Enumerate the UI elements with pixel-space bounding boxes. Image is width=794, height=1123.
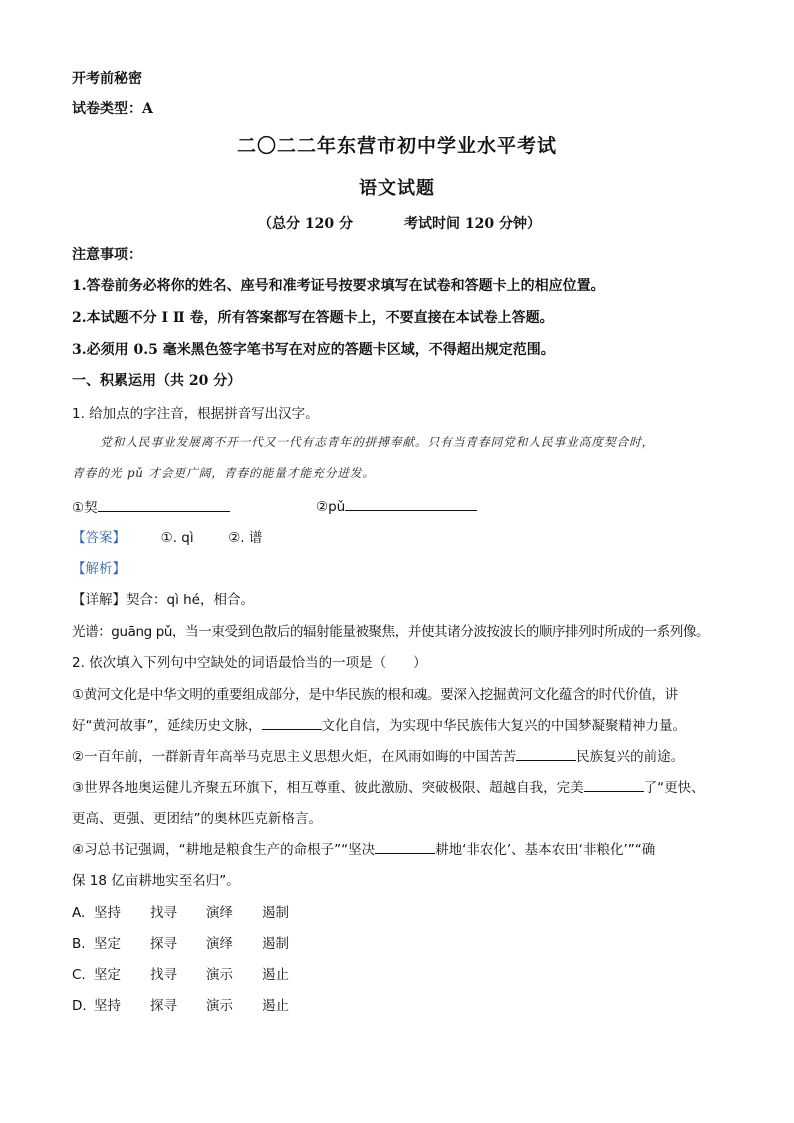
paper-type-label: 试卷类型：A [72, 101, 153, 117]
answer-tag: 【答案】 [72, 530, 126, 546]
option-letter: C. [72, 967, 86, 983]
exam-time: 考试时间 120 分钟） [404, 216, 541, 232]
option-word: 坚定 [94, 967, 121, 983]
option-word: 找寻 [150, 967, 177, 983]
q2-text: 文化自信，为实现中华民族伟大复兴的中国梦凝聚精神力量。 [321, 718, 686, 734]
exam-title: 二〇二二年东营市初中学业水平考试 [236, 135, 557, 157]
q1-blank2-label: ②pǔ [316, 499, 346, 515]
option-letter: D. [72, 998, 87, 1014]
q2-option-c[interactable] [72, 963, 734, 983]
q2-blank[interactable] [375, 839, 435, 854]
option-word: 找寻 [150, 905, 177, 921]
q1-blank2[interactable] [345, 496, 477, 511]
q2-sentence: 保 18 亿亩耕地实至名归”。 [72, 873, 240, 889]
q2-sentence [72, 838, 734, 858]
q2-stem: 2. 依次填入下列句中空缺处的词语最恰当的一项是（ ） [72, 655, 427, 671]
q2-text: 耕地‘非农化’、基本农田‘非粮化’”“确 [435, 842, 656, 858]
note-item: 3.必须用 0.5 毫米黑色签字笔书写在对应的答题卡区域，不得超出规定范围。 [72, 342, 555, 358]
notes-heading: 注意事项： [72, 247, 142, 263]
q2-text: 民族复兴的前途。 [576, 749, 685, 765]
option-word: 坚定 [94, 936, 121, 952]
q2-text: ②一百年前，一群新青年高举马克思主义思想火炬，在风雨如晦的中国苦苦 [72, 749, 517, 765]
option-word: 遏止 [262, 998, 289, 1014]
q1-passage-line: 青春的光 pǔ 才会更广阔，青春的能量才能充分迸发。 [72, 466, 375, 480]
q2-sentence: ①黄河文化是中华文明的重要组成部分，是中华民族的根和魂。要深入挖掘黄河文化蕴含的时代价值，讲 [72, 687, 678, 703]
q2-blank[interactable] [516, 746, 576, 761]
option-word: 遏制 [262, 905, 289, 921]
q2-sentence: 更高、更强、更团结”的奥林匹克新格言。 [72, 811, 322, 827]
q2-text: 了“更快、 [643, 780, 705, 796]
option-word: 演绎 [206, 936, 233, 952]
confidential-label: 开考前秘密 [72, 71, 142, 87]
q2-option-a[interactable] [72, 901, 734, 921]
note-item: 2.本试题不分 Ⅰ Ⅱ 卷，所有答案都写在答题卡上，不要直接在本试卷上答题。 [72, 310, 554, 326]
q2-text: 好“黄河故事”，延续历史文脉， [72, 718, 262, 734]
q1-answer-1: ①. qì [160, 530, 194, 546]
option-word: 坚持 [94, 998, 121, 1014]
q1-stem: 1. 给加点的字注音，根据拼音写出汉字。 [72, 406, 319, 422]
subject-title: 语文试题 [359, 178, 435, 199]
q1-answer-row [72, 526, 734, 546]
detail-tag: 【详解】 [72, 592, 126, 608]
q2-sentence [72, 745, 734, 765]
q2-option-b[interactable] [72, 932, 734, 952]
option-word: 探寻 [150, 998, 177, 1014]
q2-text: ④习总书记强调，“耕地是粮食生产的命根子”“坚决 [72, 842, 376, 858]
option-word: 演绎 [206, 905, 233, 921]
option-word: 探寻 [150, 936, 177, 952]
option-letter: A. [72, 905, 86, 921]
q1-blank1-label: ①契 [72, 500, 98, 516]
section-heading: 一、积累运用（共 20 分） [72, 373, 242, 389]
q2-blank[interactable] [262, 715, 322, 730]
note-item: 1.答卷前务必将你的姓名、座号和准考证号按要求填写在试卷和答题卡上的相应位置。 [72, 278, 605, 294]
q1-blank1[interactable] [98, 497, 230, 512]
q1-blank-row-2 [316, 496, 734, 515]
q2-text: ③世界各地奥运健儿齐聚五环旗下，相互尊重、彼此激励、突破极限、超越自我，完美 [72, 780, 584, 796]
analysis-tag: 【解析】 [72, 561, 126, 577]
q1-passage-line: 党和人民事业发展离不开一代又一代有志青年的拼搏奉献。只有当青春同党和人民事业高度契合时， [100, 435, 655, 449]
option-word: 坚持 [94, 905, 121, 921]
q1-detail-row [72, 588, 734, 608]
option-word: 遏止 [262, 967, 289, 983]
option-word: 演示 [206, 967, 233, 983]
q2-sentence [72, 776, 734, 796]
q1-detail-line: 光谱：guāng pǔ，当一束受到色散后的辐射能量被聚焦，并使其诸分波按波长的顺序排列时所成的一系列像。 [72, 624, 710, 640]
q1-answer-2: ②. 谱 [228, 530, 263, 546]
q1-detail-line: 契合：qì hé，相合。 [126, 592, 254, 608]
option-letter: B. [72, 936, 86, 952]
total-score: （总分 120 分 [258, 216, 353, 232]
q2-option-d[interactable] [72, 994, 734, 1014]
q2-sentence [72, 714, 734, 734]
q2-blank[interactable] [584, 777, 644, 792]
option-word: 演示 [206, 998, 233, 1014]
option-word: 遏制 [262, 936, 289, 952]
